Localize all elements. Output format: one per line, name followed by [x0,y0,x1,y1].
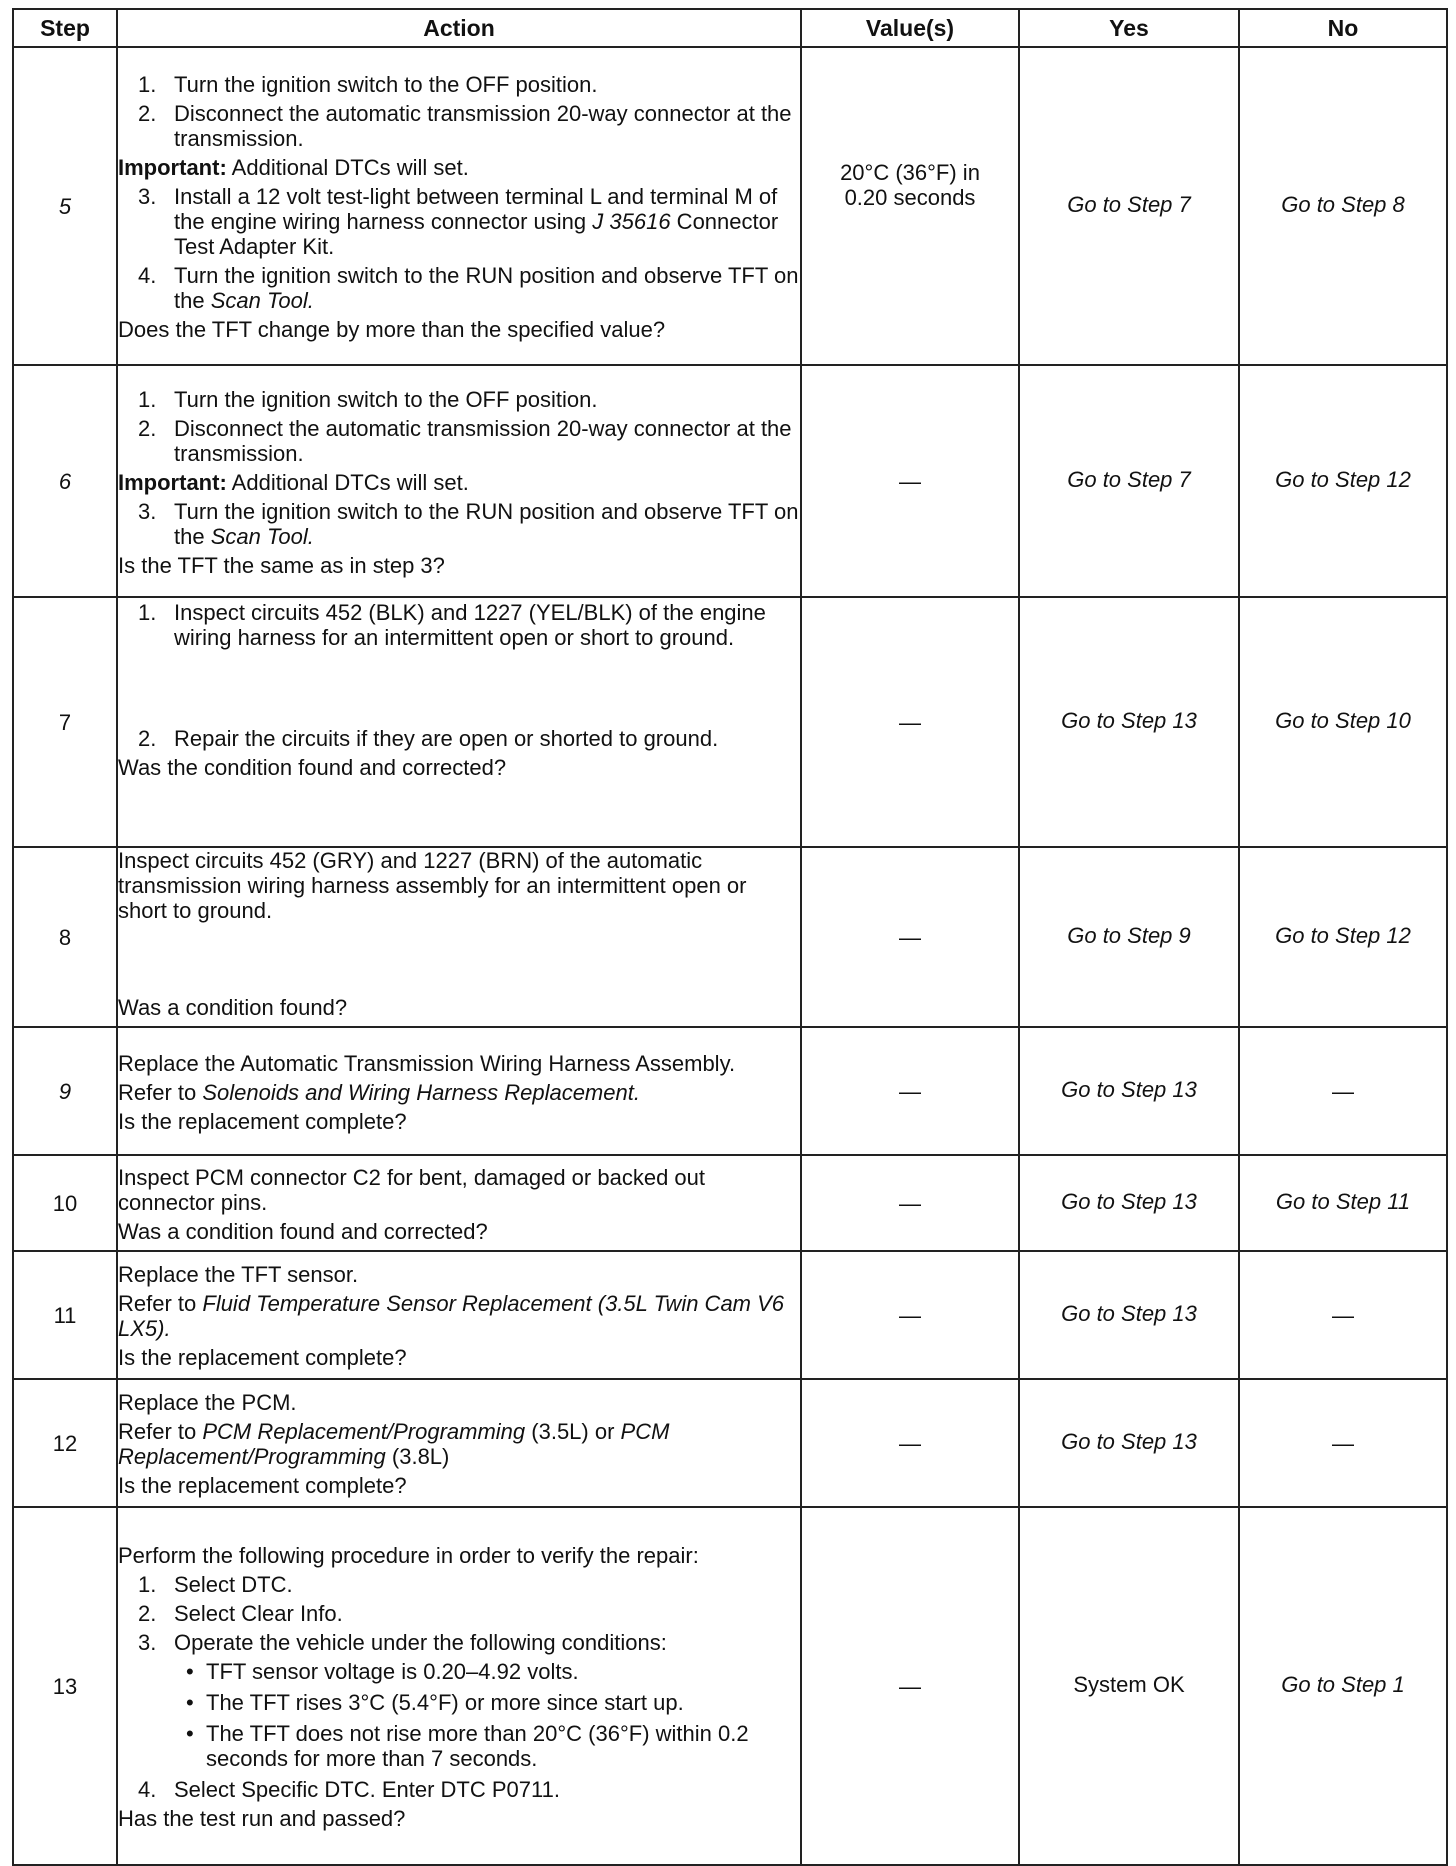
refer-suffix: (3.8L) [385,1444,450,1469]
action-item: Operate the vehicle under the following conditions: [174,1630,667,1655]
action-item: Turn the ignition switch to the OFF position. [174,72,598,97]
header-yes: Yes [1019,9,1239,47]
value-text: 20°C (36°F) in 0.20 seconds [840,160,980,210]
value-cell [801,1027,1019,1155]
action-question: Does the TFT change by more than the specified value? [118,317,666,342]
step-number: 8 [13,847,117,1027]
action-question: Is the replacement complete? [118,1473,407,1498]
no-link: Go to Step 12 [1275,466,1411,492]
value-dash: — [899,468,921,494]
value-dash: — [899,924,921,950]
diagnostic-table [12,8,1448,1866]
no-cell [1239,1155,1447,1251]
yes-link: Go to Step 13 [1061,1428,1197,1454]
action-text: Replace the PCM. [118,1390,297,1415]
header-step: Step [13,9,117,47]
no-cell [1239,597,1447,847]
value-dash: — [899,1430,921,1456]
action-question: Was the condition found and corrected? [118,755,507,780]
action-item: Install a 12 volt test-light between terminal L and terminal M of the engine wiring harness connector using [174,184,778,234]
table-row-step-5 [13,47,1447,365]
value-dash: — [899,1302,921,1328]
table-row-step-12 [13,1379,1447,1507]
no-link: Go to Step 11 [1275,1188,1411,1214]
yes-link: Go to Step 13 [1061,1300,1197,1326]
action-item: Repair the circuits if they are open or shorted to ground. [174,726,719,751]
value-cell [801,365,1019,597]
refer-prefix: Refer to [118,1419,203,1444]
refer-link-38[interactable]: PCM Replacement/Programming [118,1419,670,1469]
value-cell [801,597,1019,847]
value-dash: — [899,1190,921,1216]
action-cell [117,1379,801,1507]
yes-cell [1019,1379,1239,1507]
refer-link[interactable]: Solenoids and Wiring Harness Replacement. [202,1079,640,1105]
yes-cell [1019,47,1239,365]
action-question: Is the replacement complete? [118,1345,407,1370]
important-text: Additional DTCs will set. [231,469,469,495]
refer-prefix: Refer to [118,1291,203,1316]
action-item: Select DTC. [174,1572,293,1597]
step-number: 5 [13,47,117,365]
action-cell: Perform the following procedure in order to verify the repair: 1. Select DTC. 2. Select Clear Info. 3. Operate the vehicle under the following conditions: • TFT sensor voltage is 0.20–4.92 volts. • The TFT rises 3°C (5.4°F) or more since start up. • The TFT does not rise more than 20°C (36°F) within 0.2 seconds for more than 7 seconds. 4. Select Specific DTC. Enter DTC P0711. Has the test run and passed? [117,1507,801,1865]
no-cell [1239,847,1447,1027]
action-cell [117,1155,801,1251]
step-number: 6 [13,365,117,597]
action-question: Has the test run and passed? [118,1806,406,1831]
yes-link: Go to Step 13 [1061,1076,1197,1102]
step-number: 7 [13,597,117,847]
action-cell [117,1027,801,1155]
action-item-post: Connector Test Adapter Kit. [174,209,779,259]
header-action: Action [117,9,801,47]
no-link: Go to Step 12 [1275,922,1411,948]
tool-reference: Scan Tool. [210,523,314,549]
header-values: Value(s) [801,9,1019,47]
refer-link[interactable]: Fluid Temperature Sensor Replacement (3.5L Twin Cam V6 LX5). [118,1291,785,1341]
yes-link: Go to Step 13 [1061,707,1197,733]
yes-link: Go to Step 7 [1067,466,1191,492]
no-cell [1239,1379,1447,1507]
important-label: Important: [118,155,227,180]
action-item: Select Specific DTC. Enter DTC P0711. [174,1777,560,1802]
value-cell [801,47,1019,365]
action-text: Replace the Automatic Transmission Wiring Harness Assembly. [118,1050,736,1076]
step-number: 12 [13,1379,117,1507]
yes-cell [1019,1507,1239,1865]
no-link: Go to Step 1 [1281,1671,1405,1697]
table-row-step-8 [13,847,1447,1027]
action-text: Inspect PCM connector C2 for bent, damaged or backed out connector pins. [118,1164,705,1215]
action-question: Is the replacement complete? [118,1108,407,1134]
important-text: Additional DTCs will set. [231,155,469,180]
tool-reference: Scan Tool. [210,288,314,313]
action-item: Turn the ignition switch to the RUN position and observe TFT on the [174,498,799,549]
action-text: Inspect circuits 452 (GRY) and 1227 (BRN) of the automatic transmission wiring harness assembly for an intermittent open or short to ground. [118,848,747,923]
tool-reference: J 35616 [592,209,671,234]
action-text: Replace the TFT sensor. [118,1262,359,1287]
action-item: Select Clear Info. [174,1601,343,1626]
yes-cell [1019,597,1239,847]
table-row-step-11 [13,1251,1447,1379]
action-item: Disconnect the automatic transmission 20-way connector at the transmission. [174,101,792,151]
no-cell [1239,1027,1447,1155]
table-row-step-9 [13,1027,1447,1155]
no-dash: — [1332,1078,1354,1104]
no-cell [1239,365,1447,597]
step-number: 10 [13,1155,117,1251]
yes-cell [1019,1027,1239,1155]
action-item: Turn the ignition switch to the OFF position. [174,386,598,412]
condition-bullet: TFT sensor voltage is 0.20–4.92 volts. [206,1659,579,1684]
value-cell [801,1251,1019,1379]
value-cell [801,1155,1019,1251]
action-intro: Perform the following procedure in order to verify the repair: [118,1543,699,1568]
action-cell: 1. Inspect circuits 452 (BLK) and 1227 (YEL/BLK) of the engine wiring harness for an intermittent open or short to ground. 2. Repair the circuits if they are open or shorted to ground. Was the condition found and corrected? [117,597,801,847]
condition-bullet: The TFT does not rise more than 20°C (36°F) within 0.2 seconds for more than 7 seconds. [206,1721,749,1771]
step-number: 9 [13,1027,117,1155]
value-dash: — [899,709,921,735]
action-cell: 1. Turn the ignition switch to the OFF position. 2. Disconnect the automatic transmission 20-way connector at the transmission. Important: Additional DTCs will set. 3. Install a 12 volt test-light between terminal L and terminal M of the engine wiring harness connector using J 35616 Connector Test Adapter Kit. 4. Turn the ignition switch to the RUN position and observe TFT on the Scan Tool. Does the TFT change by more than the specified value? [117,47,801,365]
table-row-step-13 [13,1507,1447,1865]
refer-prefix: Refer to [118,1079,203,1105]
yes-cell [1019,847,1239,1027]
action-cell: 1. Turn the ignition switch to the OFF position. 2. Disconnect the automatic transmission 20-way connector at the transmission. Important: Additional DTCs will set. 3. Turn the ignition switch to the RUN position and observe TFT on the Scan Tool. Is the TFT the same as in step 3? [117,365,801,597]
refer-link-35[interactable]: PCM Replacement/Programming [202,1419,526,1444]
value-dash: — [899,1673,921,1699]
table-row-step-7 [13,597,1447,847]
no-dash: — [1332,1302,1354,1328]
condition-bullet: The TFT rises 3°C (5.4°F) or more since start up. [206,1690,684,1715]
value-cell [801,1507,1019,1865]
action-item: Turn the ignition switch to the RUN position and observe TFT on the [174,263,799,313]
no-dash: — [1332,1430,1354,1456]
value-dash: — [899,1078,921,1104]
action-cell [117,847,801,1027]
no-cell [1239,1507,1447,1865]
action-item: Disconnect the automatic transmission 20-way connector at the transmission. [174,415,792,466]
no-cell [1239,1251,1447,1379]
yes-link: Go to Step 7 [1067,191,1191,217]
step-number: 13 [13,1507,117,1865]
no-cell [1239,47,1447,365]
action-cell [117,1251,801,1379]
no-link: Go to Step 8 [1281,191,1405,217]
important-label: Important: [118,469,227,495]
table-header-row [13,9,1447,47]
header-no: No [1239,9,1447,47]
step-number: 11 [13,1251,117,1379]
action-question: Was a condition found and corrected? [118,1218,488,1244]
table-row-step-10 [13,1155,1447,1251]
diagnostic-table-page [12,8,1446,1866]
action-question: Is the TFT the same as in step 3? [118,552,445,578]
value-cell [801,847,1019,1027]
table-row-step-6 [13,365,1447,597]
yes-link: Go to Step 9 [1067,922,1191,948]
action-question: Was a condition found? [118,995,348,1020]
action-item: Inspect circuits 452 (BLK) and 1227 (YEL/BLK) of the engine wiring harness for an intermittent open or short to ground. [174,600,766,650]
yes-cell [1019,1251,1239,1379]
yes-cell [1019,365,1239,597]
yes-result: System OK [1073,1671,1185,1697]
no-link: Go to Step 10 [1275,707,1411,733]
refer-mid: (3.5L) or [525,1419,621,1444]
yes-link: Go to Step 13 [1061,1188,1197,1214]
yes-cell [1019,1155,1239,1251]
value-cell [801,1379,1019,1507]
